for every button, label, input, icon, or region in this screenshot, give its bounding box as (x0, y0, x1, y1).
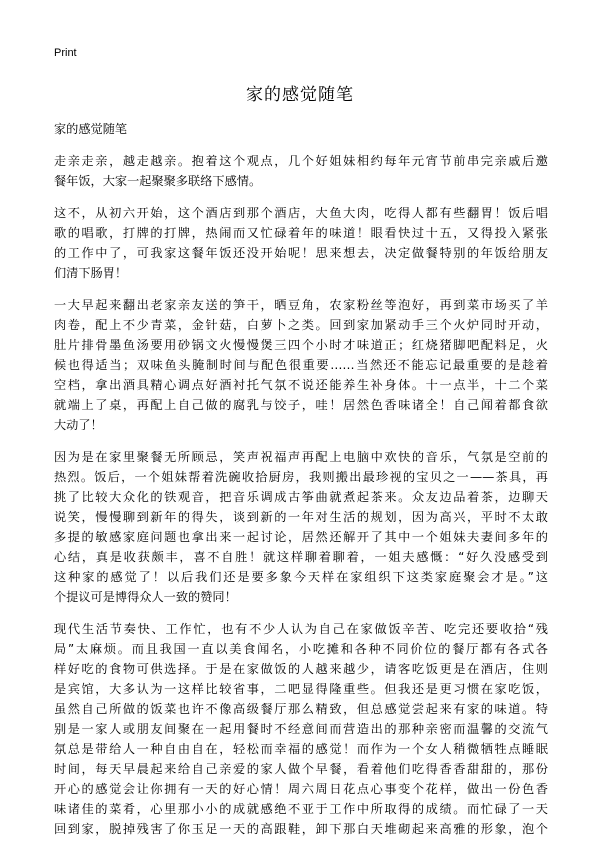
paragraph-line: 虽然自己所做的饭菜也许不像高级餐厅那么精致，但总感觉尝起来有家的味道。特 (54, 702, 548, 716)
paragraph (54, 447, 548, 607)
paragraph-line: 回到家，脱掉残害了你玉足一天的高跟鞋，卸下那白天堆砌起来高雅的形象，泡个 (54, 822, 548, 836)
paragraph-line: 局”太麻烦。而且我国一直以美食闻名，小吃摊和各种不同价位的餐厅都有各式各 (54, 642, 548, 656)
page-title: 家的感觉随笔 (246, 85, 354, 105)
paragraph-line: 样好吃的食物可供选择。于是在家做饭的人越来越少，请客吃饭更是在酒店，住则 (54, 662, 548, 676)
paragraph-line: 多提的敏感家庭问题也拿出来一起讨论，居然还解开了其中一个姐妹夫妻间多年的 (54, 530, 548, 544)
paragraph-line: 挑了比较大众化的铁观音，把音乐调成古筝曲就煮起茶来。众友边品着茶，边聊天 (54, 490, 548, 504)
paragraph-line: 一大早起来翻出老家亲友送的笋干，晒豆角，农家粉丝等泡好，再到菜市场买了羊 (54, 298, 548, 312)
paragraph-line: 们清下肠胃！ (54, 266, 128, 280)
print-link[interactable]: Print (54, 47, 77, 59)
paragraph-line: 这不，从初六开始，这个酒店到那个酒店，大鱼大肉，吃得人都有些翻胃！饭后唱 (54, 206, 548, 220)
paragraph-line: 是宾馆，大多认为一这样比较省事，二吧显得隆重些。但我还是更习惯在家吃饭， (54, 682, 548, 696)
paragraph (54, 295, 548, 435)
paragraph-line: 时间，每天早晨起来给自己亲爱的家人做个早餐，看着他们吃得香香甜甜的，那份 (54, 762, 548, 776)
paragraph-line: 个提议可是博得众人一致的赞同！ (54, 590, 237, 604)
paragraph (54, 203, 548, 283)
paragraph-line: 肚片排骨墨鱼汤要用砂锅文火慢慢煲三四个小时才味道正；红烧猪脚吧配料足，火 (54, 338, 548, 352)
paragraph-line: 歌的唱歌，打牌的打牌，热闹而又忙碌着年的味道！眼看快过十五，又得投入紧张 (54, 226, 548, 240)
paragraph-line: 的工作中了，可我家这餐年饭还没开始呢！思来想去，决定做餐特别的年饭给朋友 (54, 246, 548, 260)
paragraph-line: 大动了！ (54, 418, 103, 432)
paragraph-line: 心结，真是收获颇丰，喜不自胜！就这样聊着聊着，一姐夫感慨：“好久没感受到 (54, 550, 548, 564)
paragraph-line: 空档，拿出酒具精心调点好酒衬托气氛不说还能养生补身体。十一点半，十二个菜 (54, 378, 548, 392)
paragraph-line: 味诸佳的菜肴，心里那小小的成就感绝不亚于工作中所取得的成绩。而忙碌了一天 (54, 802, 548, 816)
paragraph-line: 走亲走亲，越走越亲。抱着这个观点，几个好姐妹相约每年元宵节前串完亲戚后邀 (54, 154, 548, 168)
paragraph-line: 现代生活节奏快、工作忙，也有不少人认为自己在家做饭辛苦、吃完还要收拾“残 (54, 622, 548, 636)
paragraph-line: 餐年饭，大家一起聚聚多联络下感情。 (54, 174, 262, 188)
paragraph-line: 因为是在家里聚餐无所顾忌，笑声祝福声再配上电脑中欢快的音乐，气氛是空前的 (54, 450, 548, 464)
paragraph-line: 候也得适当；双味鱼头腌制时间与配色很重要……当然还不能忘记最重要的是趁着 (54, 358, 548, 372)
paragraph-line: 别是一家人或朋友间聚在一起用餐时不经意间而营造出的那种亲密而温馨的交流气 (54, 722, 548, 736)
paragraph-line: 这种家的感觉了！以后我们还是要多象今天样在家组织下这类家庭聚会才是。”这 (54, 570, 548, 584)
paragraph-line: 热烈。饭后，一个姐妹帮着洗碗收拾厨房，我则搬出最珍视的宝贝之一——茶具，再 (54, 470, 548, 484)
paragraph (54, 151, 548, 191)
paragraph-line: 就端上了桌，再配上自己做的腐乳与饺子，哇！居然色香味诸全！自己闻着都食欲 (54, 398, 548, 412)
paragraph-line: 说笑，慢慢聊到新年的得失，谈到新的一年对生活的规划，因为高兴，平时不太敢 (54, 510, 548, 524)
paragraph-line: 氛总是带给人一种自由自在，轻松而幸福的感觉！而作为一个女人稍微牺牲点睡眠 (54, 742, 548, 756)
article-subtitle: 家的感觉随笔 (54, 122, 128, 136)
paragraph (54, 619, 548, 839)
paragraph-line: 肉卷，配上不少青菜，金针菇，白萝卜之类。回到家加紧动手三个火炉同时开动， (54, 318, 548, 332)
paragraph-line: 开心的感觉会让你拥有一天的好心情！周六周日花点心事变个花样，做出一份色香 (54, 782, 548, 796)
article-body (54, 119, 548, 851)
